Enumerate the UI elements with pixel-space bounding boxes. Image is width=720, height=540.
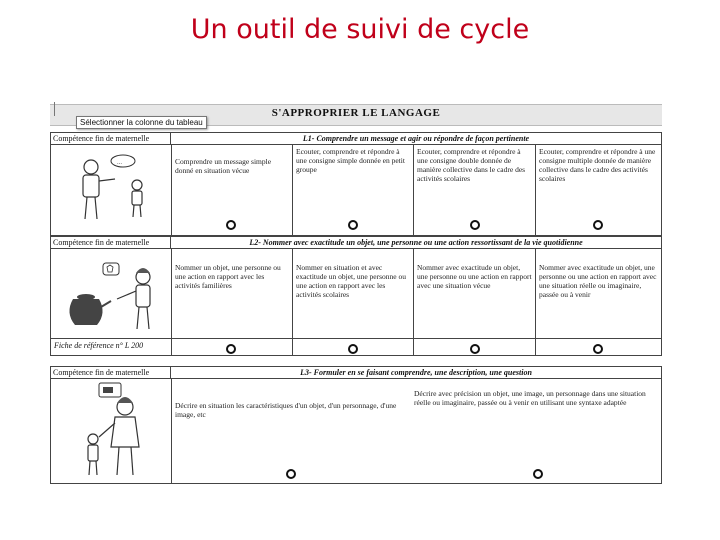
section-l2-title: L2- Nommer avec exactitude un objet, une personne ou une action ressortissant de la vie quotidienne [249,238,583,247]
section-l2-header [51,237,661,249]
child-speaking-illustration [61,149,161,233]
competency-table-document [50,104,662,486]
svg-text:...: ... [117,160,123,166]
section-l3-check-circle-1[interactable] [286,469,296,479]
section-l3-cell-2: Décrire avec précision un objet, une image, un personnage dans une situation réelle ou imaginaire, passée ou à venir en utilisant une syntaxe adaptée [414,389,646,407]
section-l1-header [51,133,661,145]
reference-sheet-label: Fiche de référence n° L 200 [54,341,144,350]
section-l2-cell-3: Nommer avec exactitude un objet, une personne ou une action en rapport avec une situation vécue [417,263,532,290]
section-l3 [50,366,662,484]
section-l2-check-circle-4[interactable] [593,344,603,354]
document-header-title: S'APPROPRIER LE LANGAGE [271,107,441,119]
section-l1 [50,132,662,236]
section-l2-cell-1: Nommer un objet, une personne ou une action en rapport avec les activités familières [175,263,281,290]
section-l2-cell-2: Nommer en situation et avec exactitude un objet, une personne ou une action en rapport avec les activités scolaires [296,263,406,299]
section-l2-check-circle-2[interactable] [348,344,358,354]
section-l1-cell-4: Ecouter, comprendre et répondre à une consigne multiple donnée de manière collective dans le cadre des activités scolaires [539,147,656,183]
section-l3-check-circle-2[interactable] [533,469,543,479]
section-l1-cell-1: Comprendre un message simple donné en situation vécue [175,157,272,175]
section-l1-label: Compétence fin de maternelle [51,133,171,144]
section-l2-label: Compétence fin de maternelle [51,237,171,248]
slide-title: Un outil de suivi de cycle [190,14,530,45]
section-l1-check-circle-1[interactable] [226,220,236,230]
section-l3-header [51,367,661,379]
section-l3-cell-1: Décrire en situation les caractéristiques d'un objet, d'un personnage, d'une image, etc [175,401,397,419]
child-pointing-teapot-illustration [61,251,165,335]
select-column-tooltip: Sélectionner la colonne du tableau [76,116,207,129]
section-l2-cell-4: Nommer avec exactitude un objet, une personne ou une action en rapport avec une situation réelle ou imaginaire, passée ou à venir [539,263,657,299]
section-l2-check-circle-3[interactable] [470,344,480,354]
adult-and-child-illustration [59,381,167,481]
section-l1-check-circle-2[interactable] [348,220,358,230]
section-l3-title: L3- Formuler en se faisant comprendre, une description, une question [300,368,532,377]
section-l1-check-circle-3[interactable] [470,220,480,230]
section-l1-cell-2: Ecouter, comprendre et répondre à une consigne simple donnée en petit groupe [296,147,405,174]
section-l1-check-circle-4[interactable] [593,220,603,230]
section-l2 [50,236,662,356]
section-l1-title: L1- Comprendre un message et agir ou répondre de façon pertinente [302,134,530,143]
section-l1-cell-3: Ecouter, comprendre et répondre à une consigne double donnée de manière collective dans le cadre des activités scolaires [417,147,526,183]
section-l3-label: Compétence fin de maternelle [51,367,171,378]
section-l2-check-circle-1[interactable] [226,344,236,354]
